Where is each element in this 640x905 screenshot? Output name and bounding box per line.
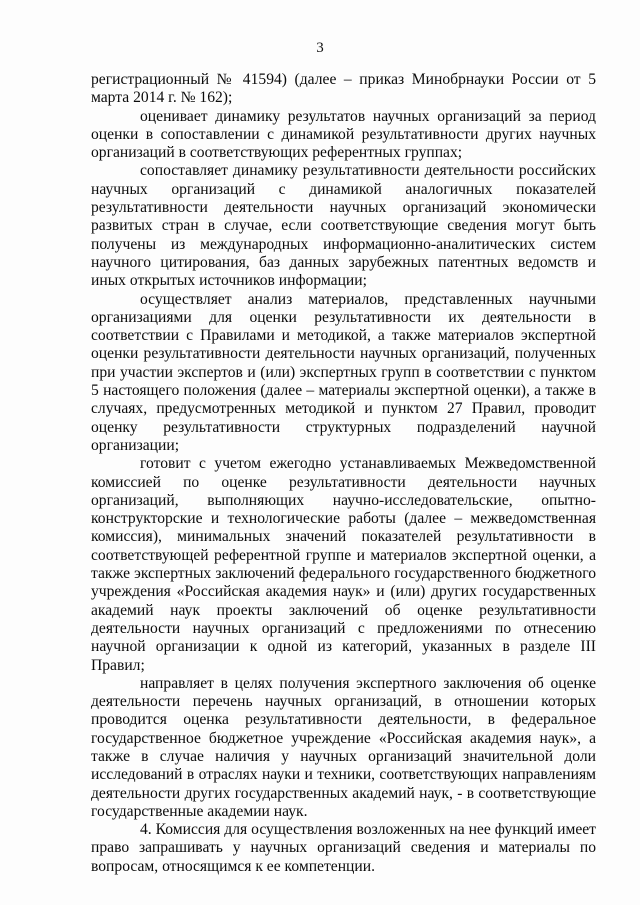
page-number: 3 bbox=[316, 40, 324, 56]
paragraph: направляет в целях получения экспертного заключения об оценке деятельности перечень научных организаций, в отношении которых проводится оценка результативности деятельности, в федеральное государственное бюджетное учреждение «Российская академия наук», а также в случае наличия у научных организаций значительной доли исследований в отраслях науки и техники, соответствующих направлениям деятельности других государственных академий наук, - в соответствующие государственные академии наук. bbox=[91, 674, 596, 820]
paragraph: оценивает динамику результатов научных организаций за период оценки в сопоставлении с динамикой результативности других научных организаций в соответствующих референтных группах; bbox=[91, 107, 596, 162]
paragraph: сопоставляет динамику результативности деятельности российских научных организаций с динамикой аналогичных показателей результативности деятельности научных организаций экономически развитых стран в случае, если соответствующие сведения могут быть получены из международных информационно-аналитических систем научного цитирования, баз данных зарубежных патентных ведомств и иных открытых источников информации; bbox=[91, 162, 596, 290]
paragraph: регистрационный № 41594) (далее – приказ Минобрнауки России от 5 марта 2014 г. № 162); bbox=[91, 71, 596, 107]
paragraph: готовит с учетом ежегодно устанавливаемых Межведомственной комиссией по оценке результативности деятельности научных организаций, выполняющих научно-исследовательские, опытно-конструкторские и технологические работы (далее – межведомственная комиссия), минимальных значений показателей результативности в соответствующей референтной группе и материалов экспертной оценки, а также экспертных заключений федерального государственного бюджетного учреждения «Российская академия наук» и (или) других государственных академий наук проекты заключений об оценке результативности деятельности научных организаций с предложениями по отнесению научной организации к одной из категорий, указанных в разделе III Правил; bbox=[91, 455, 596, 674]
paragraph: 4. Комиссия для осуществления возложенных на нее функций имеет право запрашивать у научных организаций сведения и материалы по вопросам, относящимся к ее компетенции. bbox=[91, 821, 596, 875]
paragraph: осуществляет анализ материалов, представленных научными организациями для оценки результативности их деятельности в соответствии с Правилами и методикой, а также материалов экспертной оценки результативности деятельности научных организаций, полученных при участии экспертов и (или) экспертных групп в соответствии с пунктом 5 настоящего положения (далее – материалы экспертной оценки), а также в случаях, предусмотренных методикой и пунктом 27 Правил, проводит оценку результативности структурных подразделений научной организации; bbox=[91, 290, 596, 454]
document-body bbox=[91, 71, 596, 876]
